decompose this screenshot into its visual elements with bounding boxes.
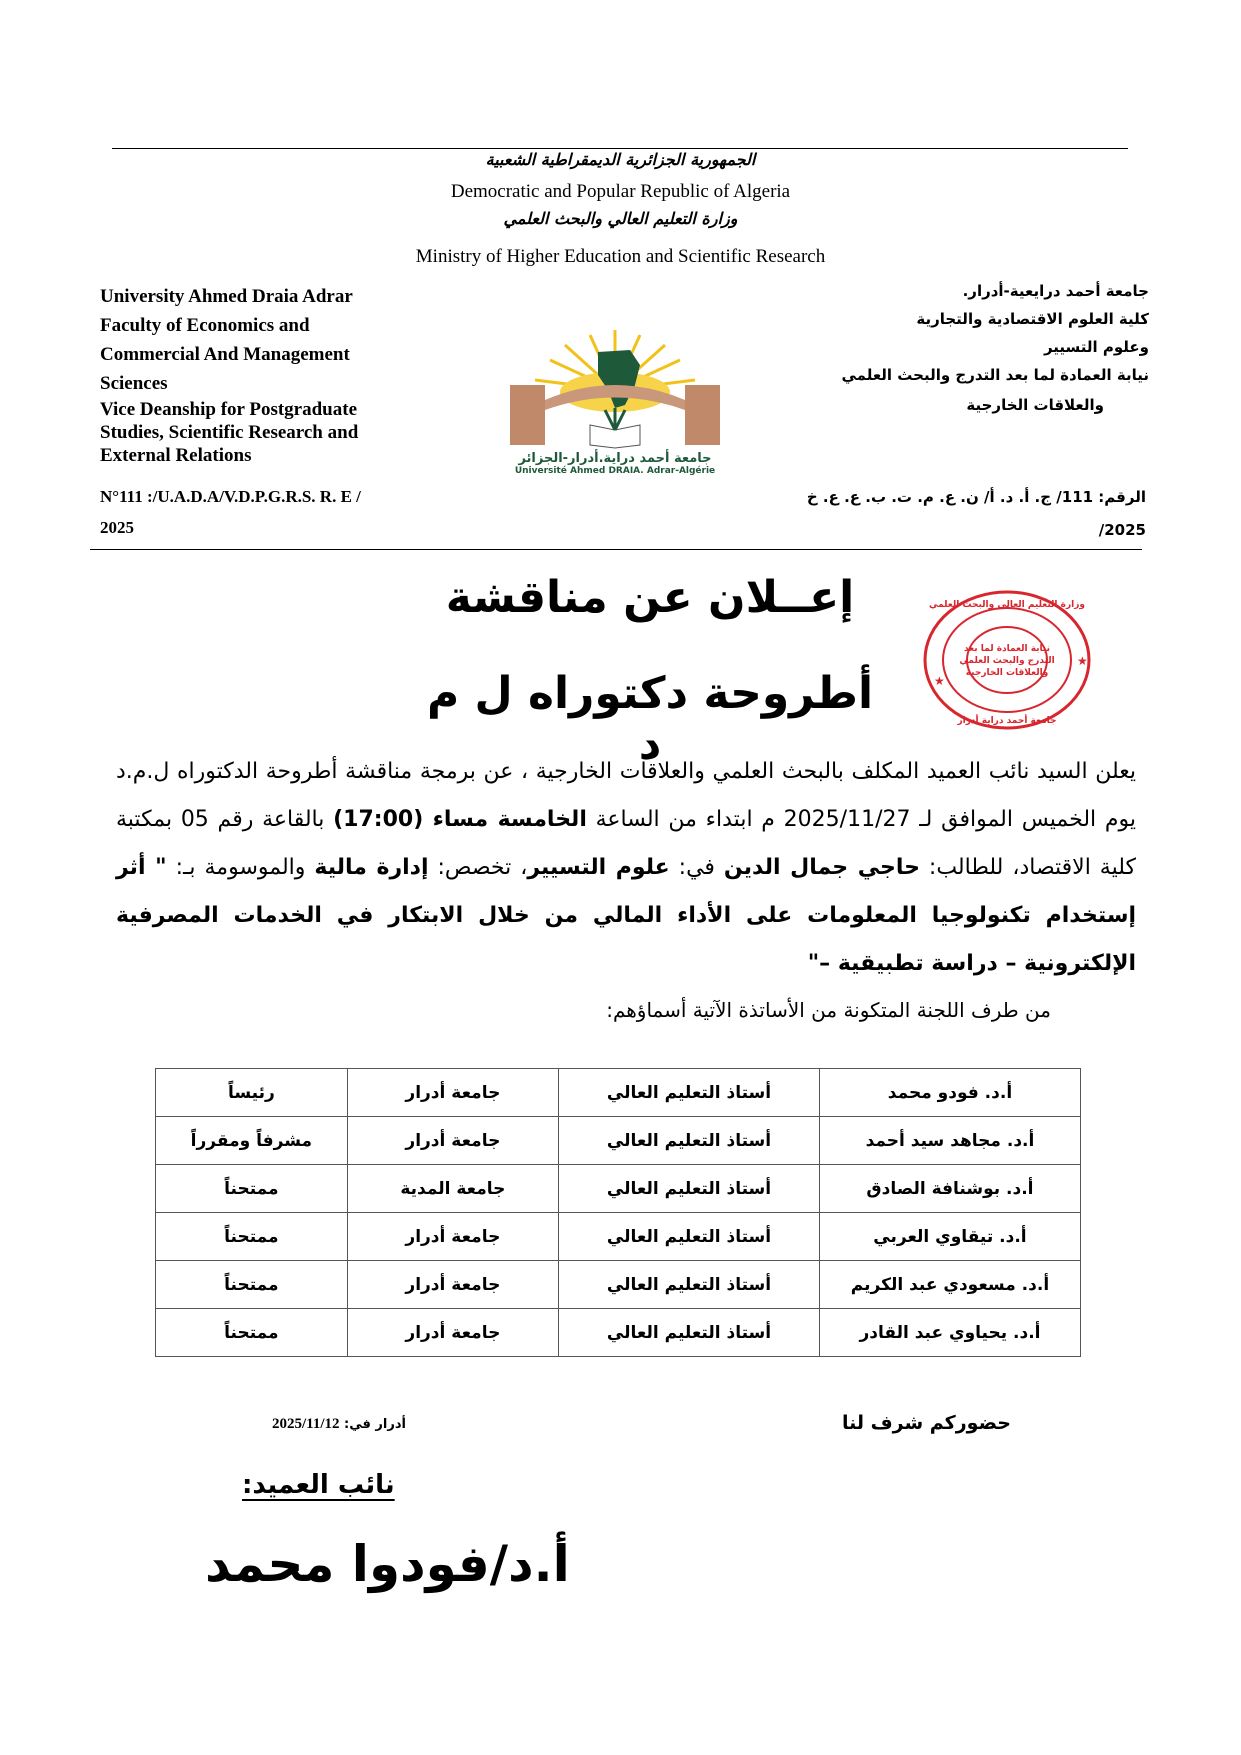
jury-role: مشرفاً ومقرراً: [156, 1117, 348, 1165]
jury-rank: أستاذ التعليم العالي: [559, 1117, 820, 1165]
student-name: حاجي جمال الدين: [723, 855, 920, 880]
announcement-body: [116, 748, 1136, 988]
vice-deanship-en-line2: Studies, Scientific Research and: [100, 422, 359, 443]
ministry-en: Ministry of Higher Education and Scientific Research: [415, 246, 826, 267]
republic-en: Democratic and Popular Republic of Algeria: [450, 181, 791, 202]
stamp-seal-icon: [912, 585, 1097, 735]
svg-text:والعلاقات الخارجية: والعلاقات الخارجية: [965, 668, 1049, 678]
vice-deanship-en-line3: External Relations: [100, 445, 252, 466]
logo-caption-fr: Université Ahmed DRAIA. Adrar-Algérie: [514, 466, 716, 476]
jury-role: ممتحناً: [156, 1165, 348, 1213]
svg-text:جامعة أحمد دراية أدرار: جامعة أحمد دراية أدرار: [957, 716, 1057, 726]
english-letterhead: [100, 282, 440, 467]
jury-university: جامعة المدية: [347, 1165, 558, 1213]
jury-university: جامعة أدرار: [347, 1069, 558, 1117]
jury-name: أ.د. مسعودي عبد الكريم: [819, 1261, 1080, 1309]
jury-rank: أستاذ التعليم العالي: [559, 1261, 820, 1309]
table-row: [156, 1261, 1081, 1309]
reference-number-en: N°111 :/U.A.D.A/V.D.P.G.R.S. R. E /: [100, 487, 361, 506]
body-text-intro: يعلن السيد نائب العميد المكلف بالبحث العلمي والعلاقات الخارجية ، عن برمجة مناقشة أطروحة الدكتوراه ل.م.د يوم الخميس الموافق لـ 2025/11/27 م ابتداء من الساعة: [116, 759, 1137, 832]
thesis-title: " أثر إستخدام تكنولوجيا المعلومات على الأداء المالي من خلال الابتكار في الخدمات المصرفية الإلكترونية – دراسة تطبيقية –": [116, 855, 1136, 976]
body-text-field-label: في:: [669, 855, 724, 880]
faculty-ar-line2: وعلوم التسيير: [1043, 338, 1149, 356]
body-text-titled: والموسومة بـ:: [175, 855, 315, 880]
place-label: أدرار في:: [344, 1417, 406, 1432]
jury-rank: أستاذ التعليم العالي: [559, 1213, 820, 1261]
republic-ar: الجمهورية الجزائرية الديمقراطية الشعبية: [485, 150, 756, 169]
vice-dean-label: نائب العميد:: [242, 1470, 395, 1500]
defense-time: الخامسة مساء (17:00): [333, 807, 587, 832]
reference-number-ar: الرقم: 111/ ج. أ. د. أ/ ن. ع. م. ت. ب. ع. ع. خ: [806, 488, 1146, 506]
table-row: [156, 1309, 1081, 1357]
jury-name: أ.د. بوشنافة الصادق: [819, 1165, 1080, 1213]
table-row: [156, 1213, 1081, 1261]
jury-university: جامعة أدرار: [347, 1117, 558, 1165]
svg-text:التدرج والبحث العلمي: التدرج والبحث العلمي: [959, 656, 1055, 666]
jury-university: جامعة أدرار: [347, 1309, 558, 1357]
jury-university: جامعة أدرار: [347, 1213, 558, 1261]
committee-intro: من طرف اللجنة المتكونة من الأساتذة الآتية أسماؤهم:: [606, 998, 1051, 1022]
jury-role: ممتحناً: [156, 1213, 348, 1261]
header-bottom-rule: [90, 549, 1142, 550]
faculty-en-line2: Commercial And Management: [100, 344, 350, 365]
jury-role: ممتحناً: [156, 1261, 348, 1309]
university-en: University Ahmed Draia Adrar: [100, 286, 353, 307]
honor-phrase: حضوركم شرف لنا: [841, 1412, 1011, 1434]
svg-text:★: ★: [934, 674, 945, 688]
svg-text:وزارة التعليم العالي والبحث ال: وزارة التعليم العالي والبحث العلمي: [928, 600, 1086, 610]
ministry-ar: وزارة التعليم العالي والبحث العلمي: [503, 209, 738, 228]
table-row: [156, 1165, 1081, 1213]
vice-deanship-ar-line1: نيابة العمادة لما بعد التدرج والبحث العلمي: [841, 366, 1149, 384]
body-text-location: بالقاعة رقم 05 بمكتبة كلية الاقتصاد، للطالب:: [116, 807, 1136, 880]
jury-table: [155, 1068, 1081, 1357]
announcement-title: إعــلان عن مناقشة: [445, 572, 855, 623]
place-date: [226, 1416, 406, 1433]
logo-caption-ar: جامعة أحمد دراية.أدرار-الجزائر: [518, 451, 712, 466]
jury-role: رئيساً: [156, 1069, 348, 1117]
jury-rank: أستاذ التعليم العالي: [559, 1069, 820, 1117]
university-emblem-icon: [490, 330, 740, 450]
arabic-letterhead: [789, 282, 1149, 424]
body-text-specialty-label: ، تخصص:: [428, 855, 528, 880]
reference-year-ar: 2025/: [1098, 521, 1146, 539]
svg-text:نيابة العمادة لما بعد: نيابة العمادة لما بعد: [963, 644, 1051, 654]
official-stamp: [912, 585, 1097, 735]
study-field: علوم التسيير: [527, 855, 670, 880]
faculty-en-line3: Sciences: [100, 373, 168, 394]
jury-name: أ.د. يحياوي عبد القادر: [819, 1309, 1080, 1357]
faculty-ar-line1: كلية العلوم الاقتصادية والتجارية: [916, 310, 1149, 328]
faculty-en-line1: Faculty of Economics and: [100, 315, 310, 336]
jury-role: ممتحناً: [156, 1309, 348, 1357]
header-top-rule: [112, 148, 1128, 149]
signatory-name: أ.د/فودوا محمد: [205, 1535, 570, 1593]
svg-text:★: ★: [1077, 654, 1088, 668]
jury-rank: أستاذ التعليم العالي: [559, 1165, 820, 1213]
vice-deanship-en-line1: Vice Deanship for Postgraduate: [100, 399, 358, 420]
table-row: [156, 1117, 1081, 1165]
table-row: [156, 1069, 1081, 1117]
jury-university: جامعة أدرار: [347, 1261, 558, 1309]
jury-name: أ.د. مجاهد سيد أحمد: [819, 1117, 1080, 1165]
thesis-type-title: أطروحة دكتوراه ل م د: [426, 668, 874, 770]
vice-deanship-ar-line2: والعلاقات الخارجية: [966, 396, 1104, 414]
jury-rank: أستاذ التعليم العالي: [559, 1309, 820, 1357]
jury-name: أ.د. تيقاوي العربي: [819, 1213, 1080, 1261]
university-logo: [490, 330, 740, 480]
reference-year-en: 2025: [100, 518, 134, 537]
issue-date: 2025/11/12: [272, 1416, 340, 1432]
jury-name: أ.د. فودو محمد: [819, 1069, 1080, 1117]
university-ar: جامعة أحمد درايعية-أدرار.: [962, 282, 1149, 300]
specialty: إدارة مالية: [314, 855, 429, 880]
